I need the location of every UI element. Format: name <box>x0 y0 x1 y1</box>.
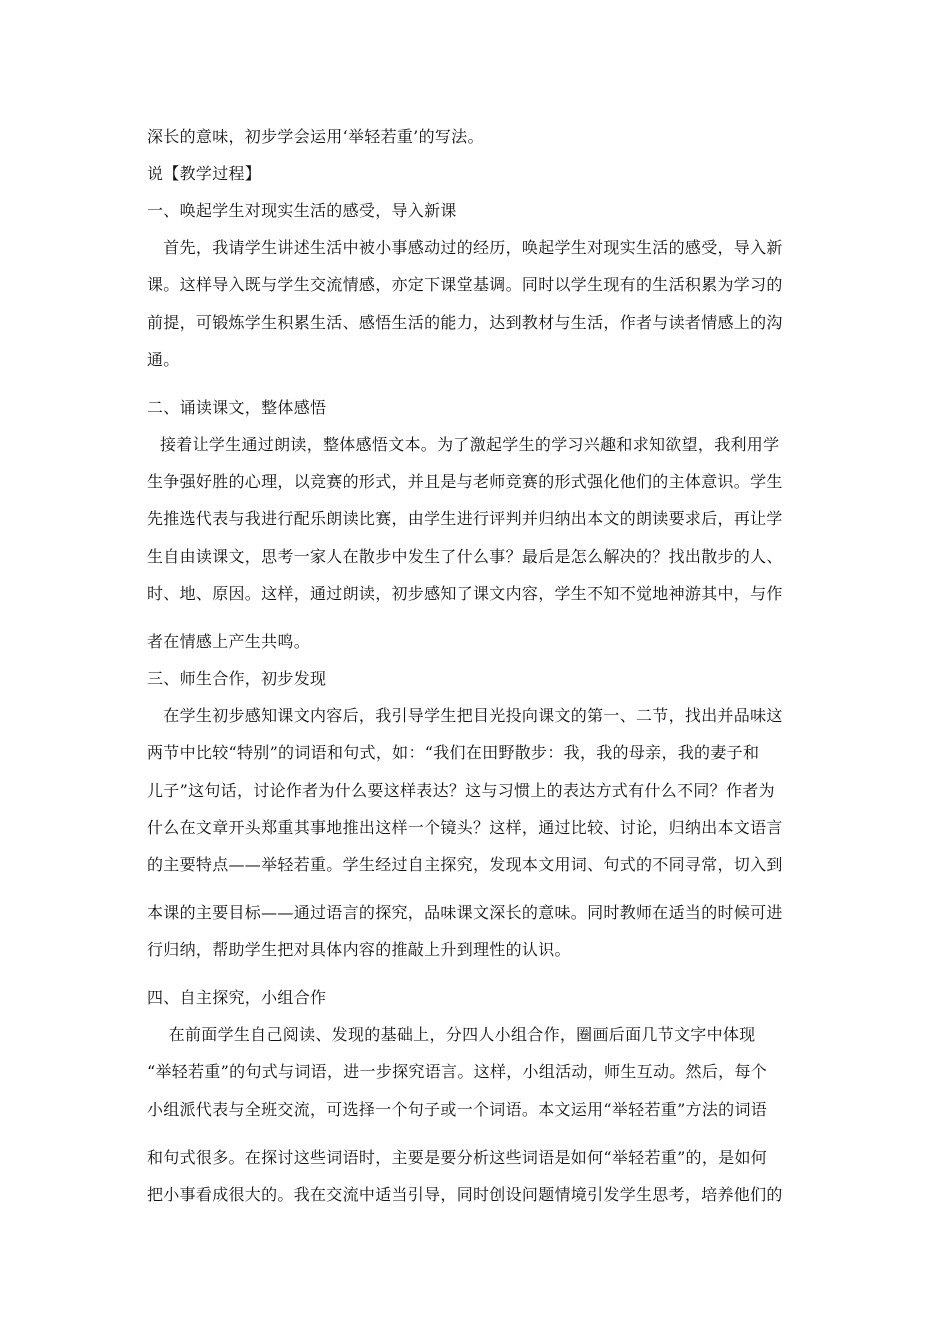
text-line: 在前面学生自己阅读、发现的基础上，分四人小组合作，圈画后面几节文字中体现 <box>147 1025 756 1044</box>
text-line: 先推选代表与我进行配乐朗读比赛，由学生进行评判并归纳出本文的朗读要求后，再让学 <box>147 509 783 528</box>
text-line: 前提，可锻炼学生积累生活、感悟生活的能力，达到教材与生活，作者与读者情感上的沟 <box>147 313 783 332</box>
text-line: 生争强好胜的心理，以竞赛的形式，并且是与老师竞赛的形式强化他们的主体意识。学生 <box>147 472 783 491</box>
text-line: 把小事看成很大的。我在交流中适当引导，同时创设问题情境引发学生思考，培养他们的 <box>147 1185 783 1204</box>
text-line: 课。这样导入既与学生交流情感，亦定下课堂基调。同时以学生现有的生活积累为学习的 <box>147 275 783 294</box>
text-line: 时、地、原因。这样，通过朗读，初步感知了课文内容，学生不知不觉地神游其中，与作 <box>147 584 783 603</box>
section-heading: 三、师生合作，初步发现 <box>147 669 327 688</box>
text-line: 通。 <box>147 350 180 369</box>
text-line: 儿子”这句话，讨论作者为什么要这样表达？这与习惯上的表达方式有什么不同？作者为 <box>147 781 775 800</box>
text-line: 的主要特点——举轻若重。学生经过自主探究，发现本文用词、句式的不同寻常，切入到 <box>147 855 783 874</box>
text-line: 行归纳，帮助学生把对具体内容的推敲上升到理性的认识。 <box>147 940 571 959</box>
text-line: 和句式很多。在探讨这些词语时，主要是要分析这些词语是如何“举轻若重”的，是如何 <box>147 1148 768 1167</box>
text-line: 什么在文章开头郑重其事地推出这样一个镜头？这样，通过比较、讨论，归纳出本文语言 <box>147 818 783 837</box>
section-heading: 一、唤起学生对现实生活的感受，导入新课 <box>147 201 457 220</box>
text-line: 小组派代表与全班交流，可选择一个句子或一个词语。本文运用“举轻若重”方法的词语 <box>147 1100 768 1119</box>
text-line: 两节中比较“特别”的词语和句式，如：“我们在田野散步：我，我的母亲，我的妻子和 <box>147 743 760 762</box>
text-line: 本课的主要目标——通过语言的探究，品味课文深长的意味。同时教师在适当的时候可进 <box>147 903 783 922</box>
section-heading: 四、自主探究，小组合作 <box>147 988 327 1007</box>
text-line: 在学生初步感知课文内容后，我引导学生把目光投向课文的第一、二节，找出并品味这 <box>147 706 783 725</box>
text-line: 者在情感上产生共鸣。 <box>147 632 311 651</box>
text-line: 接着让学生通过朗读，整体感悟文本。为了激起学生的学习兴趣和求知欲望，我利用学 <box>160 435 780 454</box>
text-line: 生自由读课文，思考一家人在散步中发生了什么事？最后是怎么解决的？找出散步的人、 <box>147 547 783 566</box>
section-heading: 说【教学过程】 <box>147 164 262 183</box>
text-line: “举轻若重”的句式与词语，进一步探究语言。这样，小组活动，师生互动。然后，每个 <box>147 1062 768 1081</box>
text-line: 首先，我请学生讲述生活中被小事感动过的经历，唤起学生对现实生活的感受，导入新 <box>147 238 783 257</box>
section-heading: 二、诵读课文，整体感悟 <box>147 398 327 417</box>
text-line: 深长的意味，初步学会运用‘举轻若重’的写法。 <box>147 127 484 146</box>
